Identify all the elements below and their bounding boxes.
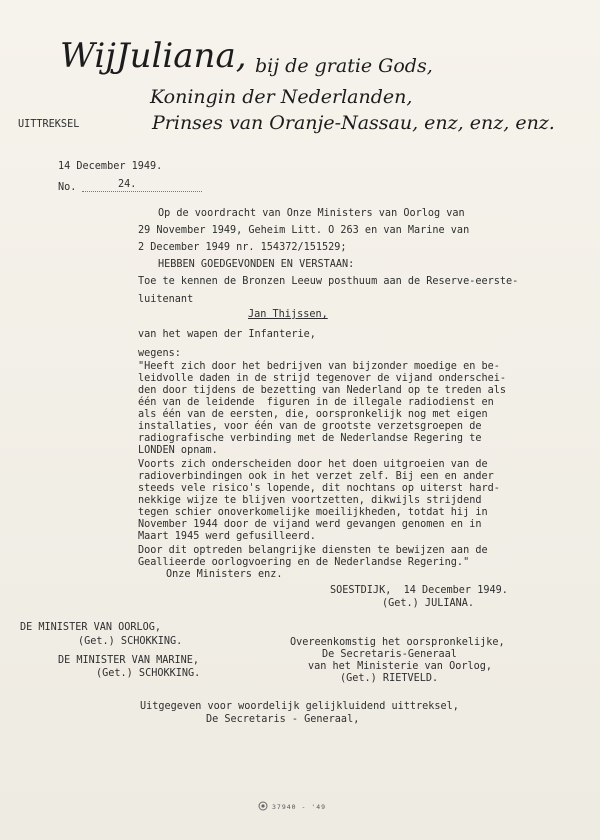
number-label: No. — [58, 182, 77, 193]
citation-line: den door tijdens de bezetting van Nederland op te treden als — [138, 385, 507, 396]
because-label: wegens: — [138, 348, 181, 359]
citation-line: LONDEN opnam. — [138, 445, 218, 456]
body-line-2: 29 November 1949, Geheim Litt. O 263 en van Marine van — [138, 225, 470, 236]
signed-juliana: (Get.) JULIANA. — [382, 598, 475, 609]
recipient-name: Jan Thijssen, — [248, 309, 328, 320]
conform-line-3: van het Ministerie van Oorlog, — [308, 661, 493, 672]
citation-line: nekkige wijze te blijven voortzetten, dikwijls strijdend — [138, 495, 482, 506]
header-prinses: Prinses van Oranje-Nassau, enz, enz, enz. — [152, 112, 555, 134]
printer-emblem-icon — [258, 801, 268, 811]
body-line-3: 2 December 1949 nr. 154372/151529; — [138, 242, 347, 253]
uittreksel-label: UITTREKSEL — [18, 119, 80, 130]
citation-line: November 1944 door de vijand werd gevangen genomen en in — [138, 519, 482, 530]
body-line-5: Toe te kennen de Bronzen Leeuw posthuum aan de Reserve-eerste- — [138, 276, 519, 287]
body-line-6: luitenant — [138, 294, 194, 305]
citation-line: radioverbindingen ook in het verzet zelf. Bij een en ander — [138, 471, 494, 482]
citation-line: Maart 1945 werd gefusilleerd. — [138, 531, 316, 542]
citation-line: tegen schier onoverkomelijke moeilijkheden, totdat hij in — [138, 507, 488, 518]
number-dotted-line — [82, 191, 202, 192]
conform-line-2: De Secretaris-Generaal — [322, 649, 457, 660]
issued-statement: Uitgegeven voor woordelijk gelijkluidend uittreksel, — [140, 701, 459, 712]
conform-line-4: (Get.) RIETVELD. — [340, 673, 439, 684]
ministers-enz: Onze Ministers enz. — [166, 569, 283, 580]
citation-line: als één van de eersten, die, oorspronkelijk nog met eigen — [138, 409, 488, 420]
minister-oorlog-name: (Get.) SCHOKKING. — [78, 636, 183, 647]
minister-oorlog-title: DE MINISTER VAN OORLOG, — [20, 622, 162, 633]
minister-marine-name: (Get.) SCHOKKING. — [96, 668, 201, 679]
place-date: SOESTDIJK, 14 December 1949. — [330, 585, 508, 596]
header-juliana: Juliana, — [116, 36, 247, 76]
citation-line: Voorts zich onderscheiden door het doen uitgroeien van de — [138, 459, 488, 470]
citation-line: leidvolle daden in de strijd tegenover de vijand onderschei- — [138, 373, 507, 384]
citation-line: "Heeft zich door het bedrijven van bijzonder moedige en be- — [138, 361, 500, 372]
document-date: 14 December 1949. — [58, 161, 163, 172]
citation-line: Geallieerde oorlogvoering en de Nederlandse Regering." — [138, 557, 470, 568]
conform-line-1: Overeenkomstig het oorspronkelijke, — [290, 637, 505, 648]
footer-secretary: De Secretaris - Generaal, — [206, 714, 360, 725]
recipient-branch: van het wapen der Infanterie, — [138, 329, 316, 340]
citation-line: steeds vele risico's lopende, dit nochtans op uiterst hard- — [138, 483, 500, 494]
body-line-1: Op de voordracht van Onze Ministers van Oorlog van — [158, 208, 465, 219]
header-gratie-gods: bij de gratie Gods, — [255, 55, 433, 77]
citation-line: Door dit optreden belangrijke diensten te bewijzen aan de — [138, 545, 488, 556]
citation-line: één van de leidende figuren in de illegale radiodienst en — [138, 397, 494, 408]
number-value: 24. — [118, 179, 137, 190]
header-koningin: Koningin der Nederlanden, — [150, 86, 413, 108]
print-code: 37940 - '49 — [272, 803, 327, 811]
citation-line: installaties, voor één van de grootste verzetsgroepen de — [138, 421, 482, 432]
header-wij: Wij — [60, 36, 116, 76]
minister-marine-title: DE MINISTER VAN MARINE, — [58, 655, 200, 666]
body-line-4: HEBBEN GOEDGEVONDEN EN VERSTAAN: — [158, 259, 355, 270]
citation-line: radiografische verbinding met de Nederlandse Regering te — [138, 433, 482, 444]
